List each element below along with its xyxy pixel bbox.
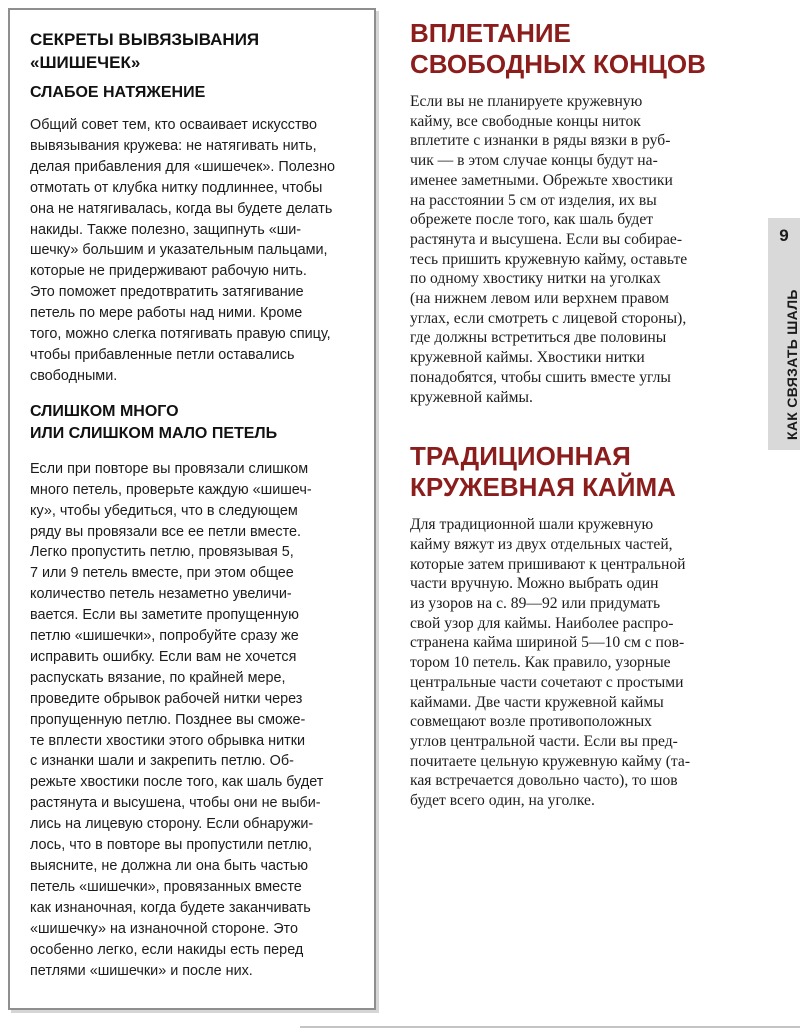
article2-title-line: ТРАДИЦИОННАЯ <box>410 441 631 472</box>
text-line: проведите обрывок рабочей нитки через <box>30 690 303 707</box>
text-line: как изнаночная, когда будете заканчивать <box>30 899 311 916</box>
bottom-rule <box>300 1026 800 1028</box>
text-line: лись на лицевую сторону. Если обнаружи- <box>30 816 314 833</box>
text-line: каймами. Две части кружевной каймы <box>410 693 664 711</box>
text-line: «шишечку» на изнаночной стороне. Это <box>30 920 298 937</box>
text-line: тесь пришить кружевную кайму, оставьте <box>410 250 688 268</box>
side-label: КАК СВЯЗАТЬ ШАЛЬ <box>784 289 800 440</box>
text-line: кружевной каймы. <box>410 388 533 406</box>
section2-heading-line: СЛИШКОМ МНОГО <box>30 402 179 420</box>
text-line: того, можно слегка потягивать правую спицу, <box>30 326 331 343</box>
text-line: вается. Если вы заметите пропущенную <box>30 607 299 624</box>
text-line: петель «шишечки», провязанных вместе <box>30 878 302 895</box>
article2-title-line: КРУЖЕВНАЯ КАЙМА <box>410 472 676 503</box>
text-line: углах, если смотреть с лицевой стороны), <box>410 309 687 327</box>
text-line: именее заметными. Обрежьте хвостики <box>410 171 673 189</box>
page-number: 9 <box>768 226 800 246</box>
text-line: на расстоянии 5 см от изделия, их вы <box>410 191 657 209</box>
text-line: 7 или 9 петель вместе, при этом общее <box>30 565 294 582</box>
sidebar-title <box>30 28 360 74</box>
sidebar-title-line: «ШИШЕЧЕК» <box>30 53 141 72</box>
text-line: много петель, проверьте каждую «шишеч- <box>30 481 312 498</box>
text-line: чик — в этом случае концы будут на- <box>410 152 658 170</box>
text-line: те вплести хвостики этого обрывка нитки <box>30 732 306 749</box>
article2-body <box>410 515 750 811</box>
text-line: отмотать от клубка нитку подлиннее, чтобы <box>30 179 323 196</box>
text-line: кружевной каймы. Хвостики нитки <box>410 349 645 367</box>
text-line: чтобы прибавленные петли оставались <box>30 346 295 363</box>
text-line: которые не придерживают рабочую нить. <box>30 263 307 280</box>
text-line: Легко пропустить петлю, провязывая 5, <box>30 544 294 561</box>
text-line: делая прибавления для «шишечек». Полезно <box>30 158 336 175</box>
section2-heading <box>30 401 360 445</box>
article1-title-line: ВПЛЕТАНИЕ <box>410 18 571 48</box>
text-line: петель по мере работы над ними. Кроме <box>30 305 303 322</box>
text-line: странена кайма шириной 5—10 см с пов- <box>410 634 685 652</box>
text-line: ку», чтобы убедиться, что в следующем <box>30 502 298 519</box>
article1-body <box>410 92 750 407</box>
text-line: свободными. <box>30 367 118 384</box>
article1-title-line: СВОБОДНЫХ КОНЦОВ <box>410 49 706 79</box>
article1-title <box>410 18 750 80</box>
section1-heading: СЛАБОЕ НАТЯЖЕНИЕ <box>30 84 206 101</box>
text-line: петлю «шишечки», попробуйте сразу же <box>30 628 299 645</box>
text-line: режьте хвостики после того, как шаль будет <box>30 774 324 791</box>
text-line: (на нижнем левом или верхнем правом <box>410 290 669 308</box>
text-line: Для традиционной шали кружевную <box>410 516 654 534</box>
text-line: ряду вы провязали все ее петли вместе. <box>30 523 302 540</box>
text-line: лось, что в повторе вы пропустили петлю, <box>30 837 313 854</box>
sidebar-box <box>8 8 376 1010</box>
text-line: которые затем пришивают к центральной <box>410 555 686 573</box>
text-line: шечку» большим и указательным пальцами, <box>30 242 328 259</box>
text-line: особенно легко, если накиды есть перед <box>30 941 304 958</box>
text-line: почитаете цельную кружевную кайму (та- <box>410 752 691 770</box>
text-line: вывязывания кружева: не натягивать нить, <box>30 137 317 154</box>
text-line: кая встречается довольно часто), то шов <box>410 772 678 790</box>
section1-body <box>30 115 360 387</box>
text-line: распускать вязание, по крайней мере, <box>30 669 286 686</box>
text-line: свой узор для каймы. Наиболее распро- <box>410 614 674 632</box>
text-line: с изнанки шали и закрепить петлю. Об- <box>30 753 294 770</box>
text-line: накиды. Также полезно, защипнуть «ши- <box>30 221 302 238</box>
text-line: Если вы не планируете кружевную <box>410 93 643 110</box>
text-line: выясните, не должна ли она быть частью <box>30 858 309 874</box>
text-line: где должны встретиться две половины <box>410 329 667 347</box>
text-line: части вручную. Можно выбрать один <box>410 575 659 593</box>
text-line: петлями «шишечки» и после них. <box>30 962 253 979</box>
text-line: она не натягивалась, когда вы будете делать <box>30 200 333 217</box>
text-line: Общий совет тем, кто осваивает искусство <box>30 117 318 133</box>
text-line: обрежете после того, как шаль будет <box>410 211 654 229</box>
right-column <box>410 18 750 811</box>
text-line: совмещают возле противоположных <box>410 713 652 731</box>
text-line: растянута и высушена. Если вы собирае- <box>410 230 683 248</box>
text-line: по одному хвостику нитки на уголках <box>410 270 661 288</box>
sidebar-title-line: СЕКРЕТЫ ВЫВЯЗЫВАНИЯ <box>30 30 260 49</box>
text-line: центральные части сочетают с простыми <box>410 673 684 691</box>
text-line: Это поможет предотвратить затягивание <box>30 284 304 301</box>
text-line: кайму, все свободные концы ниток <box>410 112 641 130</box>
text-line: будет всего один, на уголке. <box>410 792 595 810</box>
article2-title <box>410 441 750 503</box>
text-line: из узоров на с. 89—92 или придумать <box>410 595 661 613</box>
text-line: кайму вяжут из двух отдельных частей, <box>410 535 673 553</box>
text-line: количество петель незаметно увеличи- <box>30 586 292 603</box>
text-line: понадобятся, чтобы сшить вместе углы <box>410 368 671 386</box>
section2-body <box>30 459 360 982</box>
text-line: Если при повторе вы провязали слишком <box>30 460 309 477</box>
text-line: вплетите с изнанки в ряды вязки в руб- <box>410 132 671 150</box>
text-line: исправить ошибку. Если вам не хочется <box>30 648 297 665</box>
section2-heading-line: ИЛИ СЛИШКОМ МАЛО ПЕТЕЛЬ <box>30 424 278 442</box>
text-line: пропущенную петлю. Позднее вы сможе- <box>30 711 306 728</box>
text-line: растянута и высушена, чтобы они не выби- <box>30 795 321 812</box>
text-line: тором 10 петель. Как правило, узорные <box>410 654 671 672</box>
sidebar-content <box>30 28 360 981</box>
text-line: углов центральной части. Если вы пред- <box>410 732 678 750</box>
